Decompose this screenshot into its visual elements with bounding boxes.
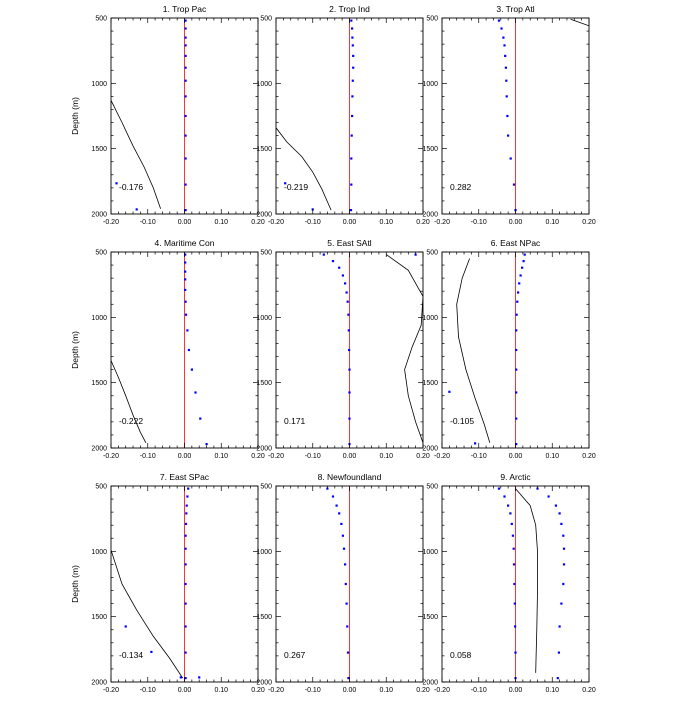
- panel-9-dot-19: [563, 548, 565, 550]
- panel-9-dot-18: [562, 535, 564, 537]
- panel-2-xtick-label-4: 0.20: [416, 219, 430, 226]
- panel-2-dot-6: [352, 80, 354, 82]
- panel-9-dot-6: [513, 548, 515, 550]
- panel-8-ytick-label-2: 1500: [256, 614, 272, 622]
- panel-6-dot-15: [448, 391, 450, 393]
- panel-3-dot-5: [505, 67, 507, 69]
- panel-8-dot-6: [343, 548, 345, 550]
- panel-7-ytick-label-2: 1500: [91, 614, 107, 622]
- panel-6-dot-14: [474, 442, 476, 444]
- panel-4-xtick-label-1: -0.10: [139, 453, 156, 460]
- panel-4-dot-2: [184, 271, 186, 273]
- panel-5-dot-10: [348, 369, 350, 371]
- panel-9-dot-14: [548, 495, 550, 497]
- panel-6-dot-11: [515, 391, 517, 393]
- panel-7-dot-6: [185, 548, 187, 550]
- panel-6-dot-2: [521, 267, 523, 269]
- panel-2-dot-0: [350, 20, 352, 22]
- panel-5-dot-0: [323, 254, 325, 256]
- panel-4-dot-10: [194, 391, 196, 393]
- panel-4-dot-12: [206, 443, 208, 445]
- panel-7-xtick-label-3: 0.10: [214, 687, 229, 694]
- panel-9-dot-1: [503, 495, 505, 497]
- panel-7-stat-label: -0.134: [119, 650, 144, 660]
- panel-4-dot-9: [191, 369, 193, 371]
- panel-9-dot-25: [557, 677, 559, 679]
- panel-7-dot-0: [187, 488, 189, 490]
- panel-5-xtick-label-3: 0.10: [379, 453, 394, 460]
- panel-2-dot-10: [350, 157, 352, 159]
- panel-2-dot-4: [352, 55, 354, 57]
- panel-5-dot-6: [347, 301, 349, 303]
- panel-4-ytick-label-3: 2000: [91, 445, 107, 453]
- panel-1-dot-9: [185, 135, 187, 137]
- panel-1-dot-14: [115, 182, 117, 184]
- panel-6-title: 6. East NPac: [490, 238, 541, 248]
- panel-3-title: 3. Trop Atl: [496, 4, 535, 14]
- panel-5-dot-11: [348, 391, 350, 393]
- panel-1-dot-4: [185, 55, 187, 57]
- panel-5-dot-7: [347, 314, 349, 316]
- panel-6-dot-7: [516, 314, 518, 316]
- panel-2-ytick-label-0: 500: [260, 15, 272, 23]
- panel-1-xtick-label-4: 0.20: [251, 219, 265, 226]
- panel-7-ytick-label-1: 1000: [91, 548, 107, 556]
- panel-4-dot-5: [185, 301, 187, 303]
- panel-3-dot-4: [504, 55, 506, 57]
- panel-1-xtick-label-1: -0.10: [139, 219, 156, 226]
- panel-5-dot-1: [332, 260, 334, 262]
- panel-9-ytick-label-0: 500: [426, 483, 438, 491]
- panel-4-xtick-label-2: 0.00: [177, 453, 192, 460]
- panel-9-curve: [516, 489, 538, 673]
- panel-8-dot-3: [338, 512, 340, 514]
- panel-1-dot-11: [185, 184, 187, 186]
- panel-8-dot-4: [340, 523, 342, 525]
- panel-3-ytick-label-0: 500: [426, 15, 438, 23]
- panel-3-xtick-label-4: 0.20: [582, 219, 596, 226]
- panel-9-ytick-label-1: 1000: [422, 548, 438, 556]
- panel-1-dot-13: [136, 208, 138, 210]
- panel-5-dot-8: [348, 329, 350, 331]
- panel-6-dot-0: [524, 254, 526, 256]
- panel-9-xtick-label-1: -0.10: [470, 687, 487, 694]
- panel-6-xtick-label-0: -0.20: [434, 453, 450, 460]
- panel-9-dot-9: [514, 603, 516, 605]
- panel-9-dot-11: [514, 652, 516, 654]
- panel-7-title: 7. East SPac: [159, 472, 210, 482]
- panel-8-ytick-label-3: 2000: [256, 679, 272, 687]
- panel-4-ylabel: Depth (m): [70, 331, 80, 369]
- panel-3-dot-9: [507, 135, 509, 137]
- panel-1-ytick-label-3: 2000: [91, 211, 107, 219]
- panel-4-xtick-label-3: 0.10: [214, 453, 229, 460]
- panel-5: [256, 238, 429, 460]
- panel-2-dot-9: [351, 135, 353, 137]
- panel-9-dot-24: [558, 652, 560, 654]
- panel-8-dot-2: [336, 505, 338, 507]
- panel-4: [70, 238, 265, 460]
- panel-1-dot-10: [185, 157, 187, 159]
- panel-7-xtick-label-0: -0.20: [103, 687, 119, 694]
- panel-5-curve: [386, 255, 423, 443]
- panel-9-xtick-label-4: 0.20: [582, 687, 596, 694]
- panel-2-dot-2: [351, 37, 353, 39]
- panel-1-xtick-label-2: 0.00: [177, 219, 192, 226]
- panel-5-xtick-label-1: -0.10: [304, 453, 321, 460]
- panel-8-dot-5: [342, 535, 344, 537]
- panel-9-dot-10: [514, 625, 516, 627]
- panel-9-dot-16: [559, 512, 561, 514]
- panel-2-dot-7: [351, 95, 353, 97]
- panel-9-dot-22: [560, 603, 562, 605]
- panel-3-dot-10: [510, 157, 512, 159]
- panel-9-dot-2: [507, 505, 509, 507]
- panel-1-dot-6: [185, 80, 187, 82]
- panel-2-xtick-label-1: -0.10: [304, 219, 321, 226]
- panel-1-dot-8: [185, 115, 187, 117]
- panel-3-xtick-label-0: -0.20: [434, 219, 450, 226]
- panel-1-ytick-label-2: 1500: [91, 146, 107, 154]
- panel-3: [422, 4, 595, 226]
- panel-4-dot-4: [184, 289, 186, 291]
- panel-9-dot-17: [560, 523, 562, 525]
- panel-5-ytick-label-0: 500: [260, 249, 272, 257]
- panel-7-xtick-label-1: -0.10: [139, 687, 156, 694]
- panel-5-ytick-label-3: 2000: [256, 445, 272, 453]
- panel-2-dot-1: [351, 27, 353, 29]
- panel-1-stat-label: -0.176: [119, 182, 144, 192]
- panel-8-dot-11: [347, 652, 349, 654]
- panel-6-ytick-label-3: 2000: [422, 445, 438, 453]
- panel-8-xtick-label-4: 0.20: [416, 687, 430, 694]
- panel-6-dot-4: [518, 282, 520, 284]
- panel-3-ytick-label-2: 1500: [422, 146, 438, 154]
- panel-3-ytick-label-3: 2000: [422, 211, 438, 219]
- panel-7: [70, 472, 265, 694]
- panel-4-dot-7: [186, 329, 188, 331]
- panel-2-curve: [276, 128, 331, 210]
- panel-1-xtick-label-3: 0.10: [214, 219, 229, 226]
- panel-7-dot-3: [185, 512, 187, 514]
- panel-1-title: 1. Trop Pac: [162, 4, 207, 14]
- panel-8-ytick-label-1: 1000: [256, 548, 272, 556]
- panel-3-dot-6: [505, 80, 507, 82]
- panel-2-ytick-label-3: 2000: [256, 211, 272, 219]
- panel-8-dot-8: [345, 583, 347, 585]
- panel-6-stat-label: -0.105: [450, 416, 475, 426]
- panel-7-dot-8: [185, 583, 187, 585]
- panel-5-dot-3: [342, 274, 344, 276]
- panel-1-xtick-label-0: -0.20: [103, 219, 119, 226]
- panel-3-ytick-label-1: 1000: [422, 80, 438, 88]
- panel-2-dot-3: [352, 44, 354, 46]
- panel-8: [256, 472, 429, 694]
- panel-3-dot-1: [500, 27, 502, 29]
- panel-6-dot-10: [515, 369, 517, 371]
- panel-1-dot-2: [185, 37, 187, 39]
- panel-7-dot-16: [198, 676, 200, 678]
- panel-1-dot-7: [185, 95, 187, 97]
- panel-6-dot-3: [520, 274, 522, 276]
- panel-4-ytick-label-1: 1000: [91, 314, 107, 322]
- panel-8-dot-10: [346, 625, 348, 627]
- panel-7-xtick-label-2: 0.00: [177, 687, 192, 694]
- panel-7-dot-7: [185, 563, 187, 565]
- panel-1: [70, 4, 265, 226]
- panel-2-xtick-label-0: -0.20: [268, 219, 284, 226]
- panel-7-dot-9: [185, 603, 187, 605]
- panel-4-curve: [111, 361, 146, 443]
- panel-4-dot-3: [184, 278, 186, 280]
- panel-9-dot-0: [498, 488, 500, 490]
- panel-6-ytick-label-0: 500: [426, 249, 438, 257]
- panel-1-ytick-label-0: 500: [95, 15, 107, 23]
- panel-4-ytick-label-0: 500: [95, 249, 107, 257]
- panel-9-dot-20: [563, 563, 565, 565]
- panel-6-ytick-label-1: 1000: [422, 314, 438, 322]
- panel-9-dot-5: [512, 535, 514, 537]
- panel-3-dot-2: [502, 37, 504, 39]
- panel-7-dot-2: [186, 505, 188, 507]
- panel-5-title: 5. East SAtl: [327, 238, 372, 248]
- panel-9-dot-15: [555, 505, 557, 507]
- panel-4-dot-1: [184, 261, 186, 263]
- panel-9-stat-label: 0.058: [450, 650, 472, 660]
- panel-5-stat-label: 0.171: [284, 416, 306, 426]
- panel-9: [422, 472, 595, 694]
- panel-8-ytick-label-0: 500: [260, 483, 272, 491]
- panel-2: [256, 4, 429, 226]
- panel-2-dot-11: [350, 184, 352, 186]
- panel-8-xtick-label-0: -0.20: [268, 687, 284, 694]
- panel-7-dot-15: [180, 676, 182, 678]
- panel-6-xtick-label-2: 0.00: [508, 453, 523, 460]
- panel-7-dot-14: [150, 651, 152, 653]
- panel-8-dot-7: [344, 563, 346, 565]
- panel-8-dot-1: [332, 495, 334, 497]
- panel-5-dot-12: [348, 418, 350, 420]
- panel-2-ytick-label-1: 1000: [256, 80, 272, 88]
- panel-3-curve: [571, 19, 589, 26]
- panel-3-dot-8: [506, 115, 508, 117]
- panel-4-dot-6: [185, 314, 187, 316]
- panel-6-dot-6: [516, 301, 518, 303]
- panel-6-xtick-label-3: 0.10: [545, 453, 560, 460]
- panel-4-ytick-label-2: 1500: [91, 380, 107, 388]
- panel-6-dot-1: [523, 260, 525, 262]
- panel-3-xtick-label-2: 0.00: [508, 219, 523, 226]
- panel-2-xtick-label-3: 0.10: [379, 219, 394, 226]
- panel-7-ytick-label-0: 500: [95, 483, 107, 491]
- panel-1-ytick-label-1: 1000: [91, 80, 107, 88]
- panel-6-xtick-label-1: -0.10: [470, 453, 487, 460]
- panel-4-dot-11: [199, 418, 201, 420]
- panel-6-dot-8: [515, 329, 517, 331]
- panel-9-xtick-label-0: -0.20: [434, 687, 450, 694]
- panel-9-ytick-label-3: 2000: [422, 679, 438, 687]
- panel-3-dot-11: [513, 184, 515, 186]
- panel-2-title: 2. Trop Ind: [329, 4, 370, 14]
- panel-2-stat-label: -0.219: [284, 182, 309, 192]
- panel-8-stat-label: 0.267: [284, 650, 306, 660]
- panel-9-dot-21: [562, 583, 564, 585]
- panel-1-dot-1: [185, 27, 187, 29]
- panel-9-dot-7: [513, 563, 515, 565]
- panel-8-dot-9: [346, 603, 348, 605]
- panel-5-xtick-label-4: 0.20: [416, 453, 430, 460]
- panel-4-dot-8: [188, 349, 190, 351]
- panel-3-dot-0: [498, 20, 500, 22]
- panel-6-dot-12: [515, 418, 517, 420]
- panel-8-xtick-label-1: -0.10: [304, 687, 321, 694]
- panel-4-xtick-label-0: -0.20: [103, 453, 119, 460]
- panel-9-dot-23: [559, 625, 561, 627]
- panel-8-title: 8. Newfoundland: [317, 472, 382, 482]
- panel-9-dot-4: [511, 523, 513, 525]
- panel-9-dot-8: [513, 583, 515, 585]
- panel-3-dot-7: [506, 95, 508, 97]
- panel-1-dot-5: [185, 67, 187, 69]
- panel-7-dot-1: [186, 495, 188, 497]
- panel-7-dot-10: [185, 625, 187, 627]
- panel-1-dot-3: [185, 44, 187, 46]
- panel-1-ylabel: Depth (m): [70, 97, 80, 135]
- panel-3-dot-3: [503, 44, 505, 46]
- panel-7-xtick-label-4: 0.20: [251, 687, 265, 694]
- panel-5-ytick-label-2: 1500: [256, 380, 272, 388]
- panel-8-xtick-label-2: 0.00: [342, 687, 357, 694]
- panel-5-dot-2: [338, 267, 340, 269]
- panel-7-dot-4: [185, 523, 187, 525]
- panel-2-dot-12: [350, 209, 352, 211]
- panel-3-xtick-label-1: -0.10: [470, 219, 487, 226]
- panel-7-ytick-label-3: 2000: [91, 679, 107, 687]
- panel-5-xtick-label-0: -0.20: [268, 453, 284, 460]
- panel-7-ylabel: Depth (m): [70, 565, 80, 603]
- panel-5-dot-5: [346, 291, 348, 293]
- panel-6-ytick-label-2: 1500: [422, 380, 438, 388]
- panel-5-xtick-label-2: 0.00: [342, 453, 357, 460]
- panel-6: [422, 238, 595, 460]
- panel-3-stat-label: 0.282: [450, 182, 472, 192]
- panel-4-title: 4. Maritime Con: [154, 238, 215, 248]
- panel-4-xtick-label-4: 0.20: [251, 453, 265, 460]
- panel-8-xtick-label-3: 0.10: [379, 687, 394, 694]
- panel-7-dot-5: [185, 535, 187, 537]
- panel-1-curve: [111, 100, 161, 209]
- panel-4-stat-label: -0.222: [119, 416, 144, 426]
- panel-5-dot-4: [344, 282, 346, 284]
- panel-7-dot-11: [185, 652, 187, 654]
- panel-2-dot-8: [351, 115, 353, 117]
- panel-6-xtick-label-4: 0.20: [582, 453, 596, 460]
- panel-5-ytick-label-1: 1000: [256, 314, 272, 322]
- panel-3-xtick-label-3: 0.10: [545, 219, 560, 226]
- panel-6-dot-9: [515, 349, 517, 351]
- panel-7-dot-13: [125, 625, 127, 627]
- panel-9-ytick-label-2: 1500: [422, 614, 438, 622]
- panel-2-ytick-label-2: 1500: [256, 146, 272, 154]
- panel-2-dot-5: [352, 67, 354, 69]
- panel-5-dot-9: [348, 349, 350, 351]
- panel-2-xtick-label-2: 0.00: [342, 219, 357, 226]
- panel-9-xtick-label-2: 0.00: [508, 687, 523, 694]
- panel-9-dot-3: [509, 512, 511, 514]
- panel-6-dot-5: [517, 291, 519, 293]
- panel-9-xtick-label-3: 0.10: [545, 687, 560, 694]
- panel-9-title: 9. Arctic: [500, 472, 531, 482]
